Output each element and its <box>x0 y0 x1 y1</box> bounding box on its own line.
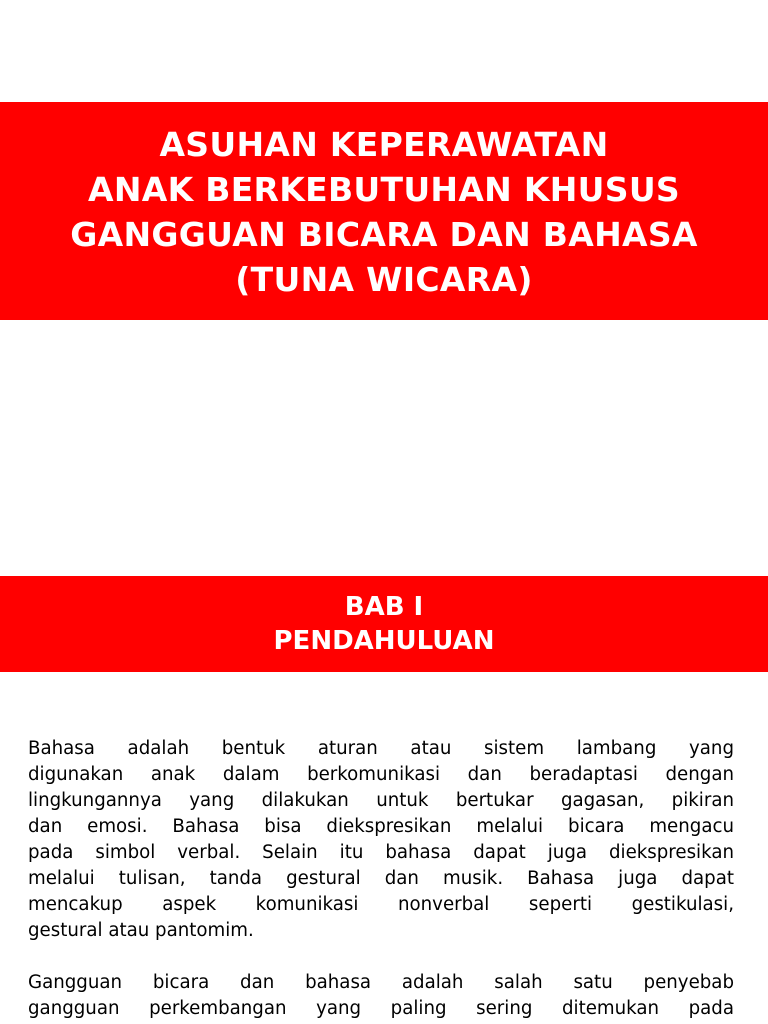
paragraph-2 <box>28 970 734 1022</box>
body-text <box>28 736 734 1024</box>
paragraph-line: gangguan perkembangan yang paling sering ditemukan pada <box>28 998 734 1019</box>
title-banner <box>0 102 768 320</box>
chapter-name: PENDAHULUAN <box>273 626 495 656</box>
paragraph-line: dan emosi. Bahasa bisa diekspresikan melalui bicara mengacu <box>28 816 734 837</box>
chapter-banner <box>0 576 768 672</box>
title-line-1: ASUHAN KEPERAWATAN <box>159 125 609 164</box>
paragraph-line: gestural atau pantomim. <box>28 920 254 941</box>
top-whitespace <box>0 0 768 102</box>
paragraph-line: Bahasa adalah bentuk aturan atau sistem lambang yang <box>28 738 734 759</box>
title-line-3: GANGGUAN BICARA DAN BAHASA <box>70 215 698 254</box>
title-line-4: (TUNA WICARA) <box>235 260 533 299</box>
paragraph-line: pada simbol verbal. Selain itu bahasa dapat juga diekspresikan <box>28 842 734 863</box>
paragraph-line: Gangguan bicara dan bahasa adalah salah satu penyebab <box>28 972 734 993</box>
paragraph-line: lingkungannya yang dilakukan untuk bertukar gagasan, pikiran <box>28 790 734 811</box>
paragraph-1 <box>28 736 734 944</box>
paragraph-line: melalui tulisan, tanda gestural dan musik. Bahasa juga dapat <box>28 868 734 889</box>
chapter-number: BAB I <box>344 592 424 622</box>
title-line-2: ANAK BERKEBUTUHAN KHUSUS <box>87 170 680 209</box>
paragraph-line: mencakup aspek komunikasi nonverbal seperti gestikulasi, <box>28 894 734 915</box>
paragraph-line: digunakan anak dalam berkomunikasi dan beradaptasi dengan <box>28 764 734 785</box>
